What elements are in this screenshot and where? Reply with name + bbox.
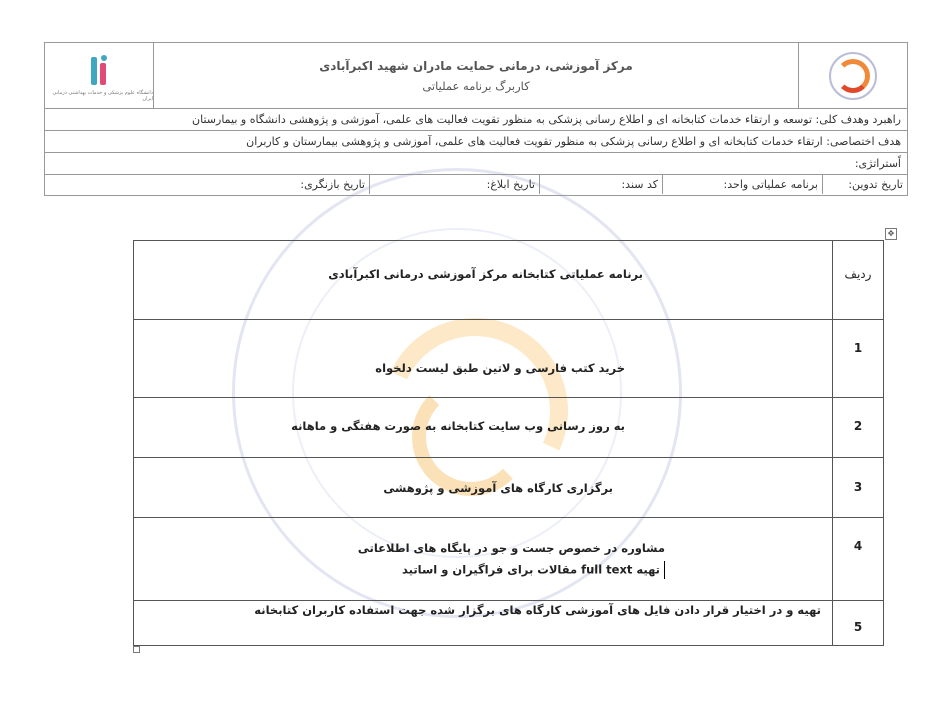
university-logo-cell: [45, 43, 154, 108]
row-content: [134, 319, 833, 397]
row-content: [134, 457, 833, 517]
table-row: [134, 600, 883, 645]
header-title-row: [45, 43, 907, 109]
operational-plan-table: [133, 240, 884, 646]
center-name: مرکز آموزشی، درمانی حمایت مادران شهید اکبرآبادی: [319, 58, 633, 73]
table-row: [134, 319, 883, 398]
form-name: کاربرگ برنامه عملیاتی: [422, 78, 530, 93]
row-number-header: ردیف: [832, 241, 883, 319]
specific-goal-text: هدف اختصاصی: ارتقاء خدمات کتابخانه ای و اطلاع رسانی پزشکی به منظور تقویت فعالیت های علمی، آموزشی و پژوهشی بیمارستان و کاربران: [246, 134, 901, 148]
table-row: [134, 517, 883, 601]
notify-date-field: تاریخ ابلاغ:: [369, 174, 539, 194]
row-content: [134, 600, 833, 645]
general-goal-text: راهبرد وهدف کلی: توسعه و ارتقاء خدمات کتابخانه ای و اطلاع رسانی پزشکی به منظور تقویت فعالیت های علمی، آموزشی و پژوهشی دانشگاه و بیمارستان: [192, 112, 901, 126]
specific-goal-row: [45, 130, 907, 153]
university-logo-caption: دانشگاه علوم پزشکی و خدمات بهداشتی درمانی ایران: [52, 90, 153, 102]
strategy-row: [45, 152, 907, 175]
row-number: 2: [832, 397, 883, 457]
row-task-text: مشاوره در خصوص جست و جو در پایگاه های اطلاعاتی: [357, 541, 665, 555]
hospital-logo-cell: [798, 43, 907, 108]
strategy-label: اًستراتژی:: [854, 156, 901, 170]
table-resize-handle[interactable]: [133, 646, 140, 653]
review-date-field: تاریخ بازنگری:: [300, 177, 365, 191]
table-header-row: [134, 241, 883, 320]
text-cursor: [664, 561, 665, 579]
row-number: 5: [832, 600, 883, 645]
document-header-table: [44, 42, 908, 196]
table-row: [134, 397, 883, 458]
row-content: [134, 517, 833, 600]
row-number: 3: [832, 457, 883, 517]
row-task-text: برگزاری کارگاه های آموزشی و پژوهشی: [383, 481, 613, 495]
row-number: 1: [832, 319, 883, 397]
row-task-text: خرید کتب فارسی و لاتین طبق لیست دلخواه: [375, 361, 625, 375]
row-task-text: به روز رسانی وب سایت کتابخانه به صورت هفتگی و ماهانه: [291, 419, 625, 433]
row-number: 4: [832, 517, 883, 600]
table-move-handle-icon[interactable]: ✥: [885, 228, 897, 240]
doc-code-field: کد سند:: [539, 174, 662, 194]
table-title-cell: [134, 241, 833, 319]
row-task-text-2: تهیه full text مقالات برای فراگیران و اساتید: [402, 561, 665, 579]
table-row: [134, 457, 883, 518]
meta-fields-row: [45, 174, 907, 194]
unit-program-field: برنامه عملیاتی واحد:: [662, 174, 822, 194]
university-logo-icon: [85, 55, 113, 87]
row-task-text: تهیه و در اختیار قرار دادن فایل های آموزشی کارگاه های برگزار شده جهت استفاده کاربران کتابخانه: [254, 603, 821, 617]
compile-date-field: تاریخ تدوین:: [822, 174, 907, 194]
hospital-logo-icon: [829, 52, 877, 100]
general-goal-row: [45, 108, 907, 131]
table-title: برنامه عملیاتی کتابخانه مرکز آموزشی درمانی اکبرآبادی: [328, 267, 643, 281]
row-content: [134, 397, 833, 457]
header-title-cell: [153, 43, 799, 108]
